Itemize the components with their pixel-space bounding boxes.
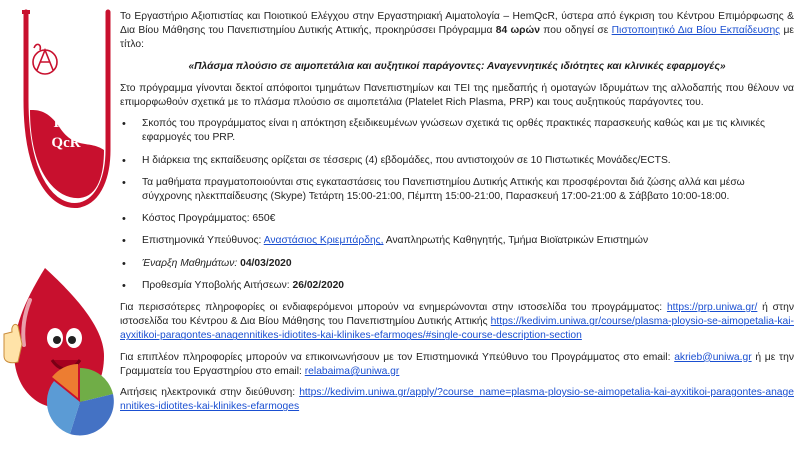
list-item-start-date: • Έναρξη Μαθημάτων: 04/03/2020 — [120, 257, 794, 271]
contact-paragraph: Για επιπλέον πληροφορίες μπορούν να επικοινωνήσουν με τον Επιστημονικά Υπεύθυνο του Προγράμματος στο email: akrieb@uniwa.gr ή με την Γραμματεία του Εργαστηρίου στο email: relabaima@uniwa.gr — [120, 351, 794, 377]
logo-text-hem: Hem — [53, 115, 85, 131]
hemqcr-logo — [22, 12, 108, 206]
deadline-value: 26/02/2020 — [292, 279, 345, 291]
program-hours: 84 ωρών — [495, 25, 540, 37]
certificate-link[interactable]: Πιστοποιητικό Δια Βίου Εκπαίδευσης — [611, 25, 781, 37]
audience-paragraph: Στο πρόγραμμα γίνονται δεκτοί απόφοιτοι τμημάτων Πανεπιστημίων και ΤΕΙ της ημεδαπής ή ομοταγών Ιδρυμάτων της αλλοδαπής που θέλουν να επιμορφωθούν σχετικά με το πλάσμα πλούσιο σε αιμοπετάλια (Platelet Rich Plasma, PRP) και τους αυξητικούς παράγοντες του. — [120, 82, 794, 109]
list-item-cost: • Κόστος Προγράμματος: 650€ — [120, 212, 794, 226]
apply-paragraph: Αιτήσεις ηλεκτρονικά στην διεύθυνση: https://kedivim.uniwa.gr/apply/?course_name=plasma-ploysio-se-aimopetalia-kai-ayxitikoi-paragontes-anagennitikes-idiotites-kai-klinikes-efarmoges — [120, 387, 794, 413]
list-item-schedule: • Τα μαθήματα πραγματοποιούνται στις εγκαταστάσεις του Πανεπιστημίου Δυτικής Αττικής και προσφέρονται διά ζώσης αλλά και μέσω σύγχρονης ηλεκτπαίδευσης (Skype) Τετάρτη 15:00-21:00, Πέμπτη 15:00-21:00, Παρασκευή 17:00-21:00 & Σάββατο 10:00-18:00. — [120, 176, 794, 204]
program-details-list — [120, 117, 794, 293]
announcement-body — [120, 10, 794, 421]
application-link[interactable]: https://kedivim.uniwa.gr/apply/?course_name=plasma-ploysio-se-aimopetalia-kai-ayxitikoi-paragontes-anagennitikes-idiotites-kai-klinikes-efarmoges — [120, 387, 794, 413]
info-paragraph: Για περισσότερες πληροφορίες οι ενδιαφερόμενοι μπορούν να ενημερώνονται στην ιστοσελίδα του προγράμματος: https://prp.uniwa.gr/ ή στην ιστοσελίδα του Κέντρου & Δια Βίου Μάθησης του Πανεπιστημίου Δυτικής Αττικής https://kedivim.uniwa.gr/course/plasma-ploysio-se-aimopetalia-kai-ayxitikoi-paragontes-anagennitikes-idiotites-kai-klinikes-efarmoges/#single-course-description-section — [120, 302, 794, 342]
program-website-link[interactable]: https://prp.uniwa.gr/ — [666, 302, 758, 314]
kedivim-course-link[interactable]: https://kedivim.uniwa.gr/course/plasma-ploysio-se-aimopetalia-kai-ayxitikoi-paragontes-anagennitikes-idiotites-kai-klinikes-efarmoges/#single-course-description-section — [120, 316, 794, 342]
list-item-supervisor: • Επιστημονικά Υπεύθυνος: Αναστάσιος Κριεμπάρδης, Αναπληρωτής Καθηγητής, Τμήμα Βιοϊατρικών Επιστημών — [120, 234, 794, 248]
supervisor-name-link[interactable]: Αναστάσιος Κριεμπάρδης, — [263, 235, 384, 247]
pie-chart-graphic — [47, 364, 114, 435]
start-date-value: 04/03/2020 — [240, 257, 292, 269]
supervisor-email-link[interactable]: akrieb@uniwa.gr — [674, 351, 752, 363]
secretariat-email-link[interactable]: relabaima@uniwa.gr — [304, 365, 400, 377]
program-title: «Πλάσμα πλούσιο σε αιμοπετάλια και αυξητικοί παράγοντες: Αναγεννητικές ιδιότητες και κλινικές εφαρμογές» — [188, 60, 726, 72]
list-item-duration: • Η διάρκεια της εκπαίδευσης ορίζεται σε τέσσερις (4) εβδομάδες, που αντιστοιχούν σε 10 Πιστωτικές Μονάδες/ECTS. — [120, 154, 794, 168]
emblem-figure — [33, 44, 57, 74]
list-item-deadline: • Προθεσμία Υποβολής Αιτήσεων: 26/02/2020 — [120, 279, 794, 293]
intro-paragraph: Το Εργαστήριο Αξιοπιστίας και Ποιοτικού Ελέγχου στην Εργαστηριακή Αιματολογία – HemQcR, ύστερα από έγκριση του Κέντρου Επιμόρφωσης & Δια Βίου Μάθησης του Πανεπιστημίου Δυτικής Αττικής, προκηρύσσει Πρόγραμμα 84 ωρών που οδηγεί σε Πιστοποιητικό Δια Βίου Εκπαίδευσης με τίτλο: — [120, 11, 794, 51]
list-item-purpose: • Σκοπός του προγράμματος είναι η απόκτηση εξειδικευμένων γνώσεων σχετικά τις ορθές πρακτικές παρασκευής καθώς και με τις κλινικές εφαρμογές του PRP. — [120, 117, 794, 145]
logo-text-qcr: QcR — [51, 135, 81, 151]
left-illustration — [0, 0, 118, 450]
